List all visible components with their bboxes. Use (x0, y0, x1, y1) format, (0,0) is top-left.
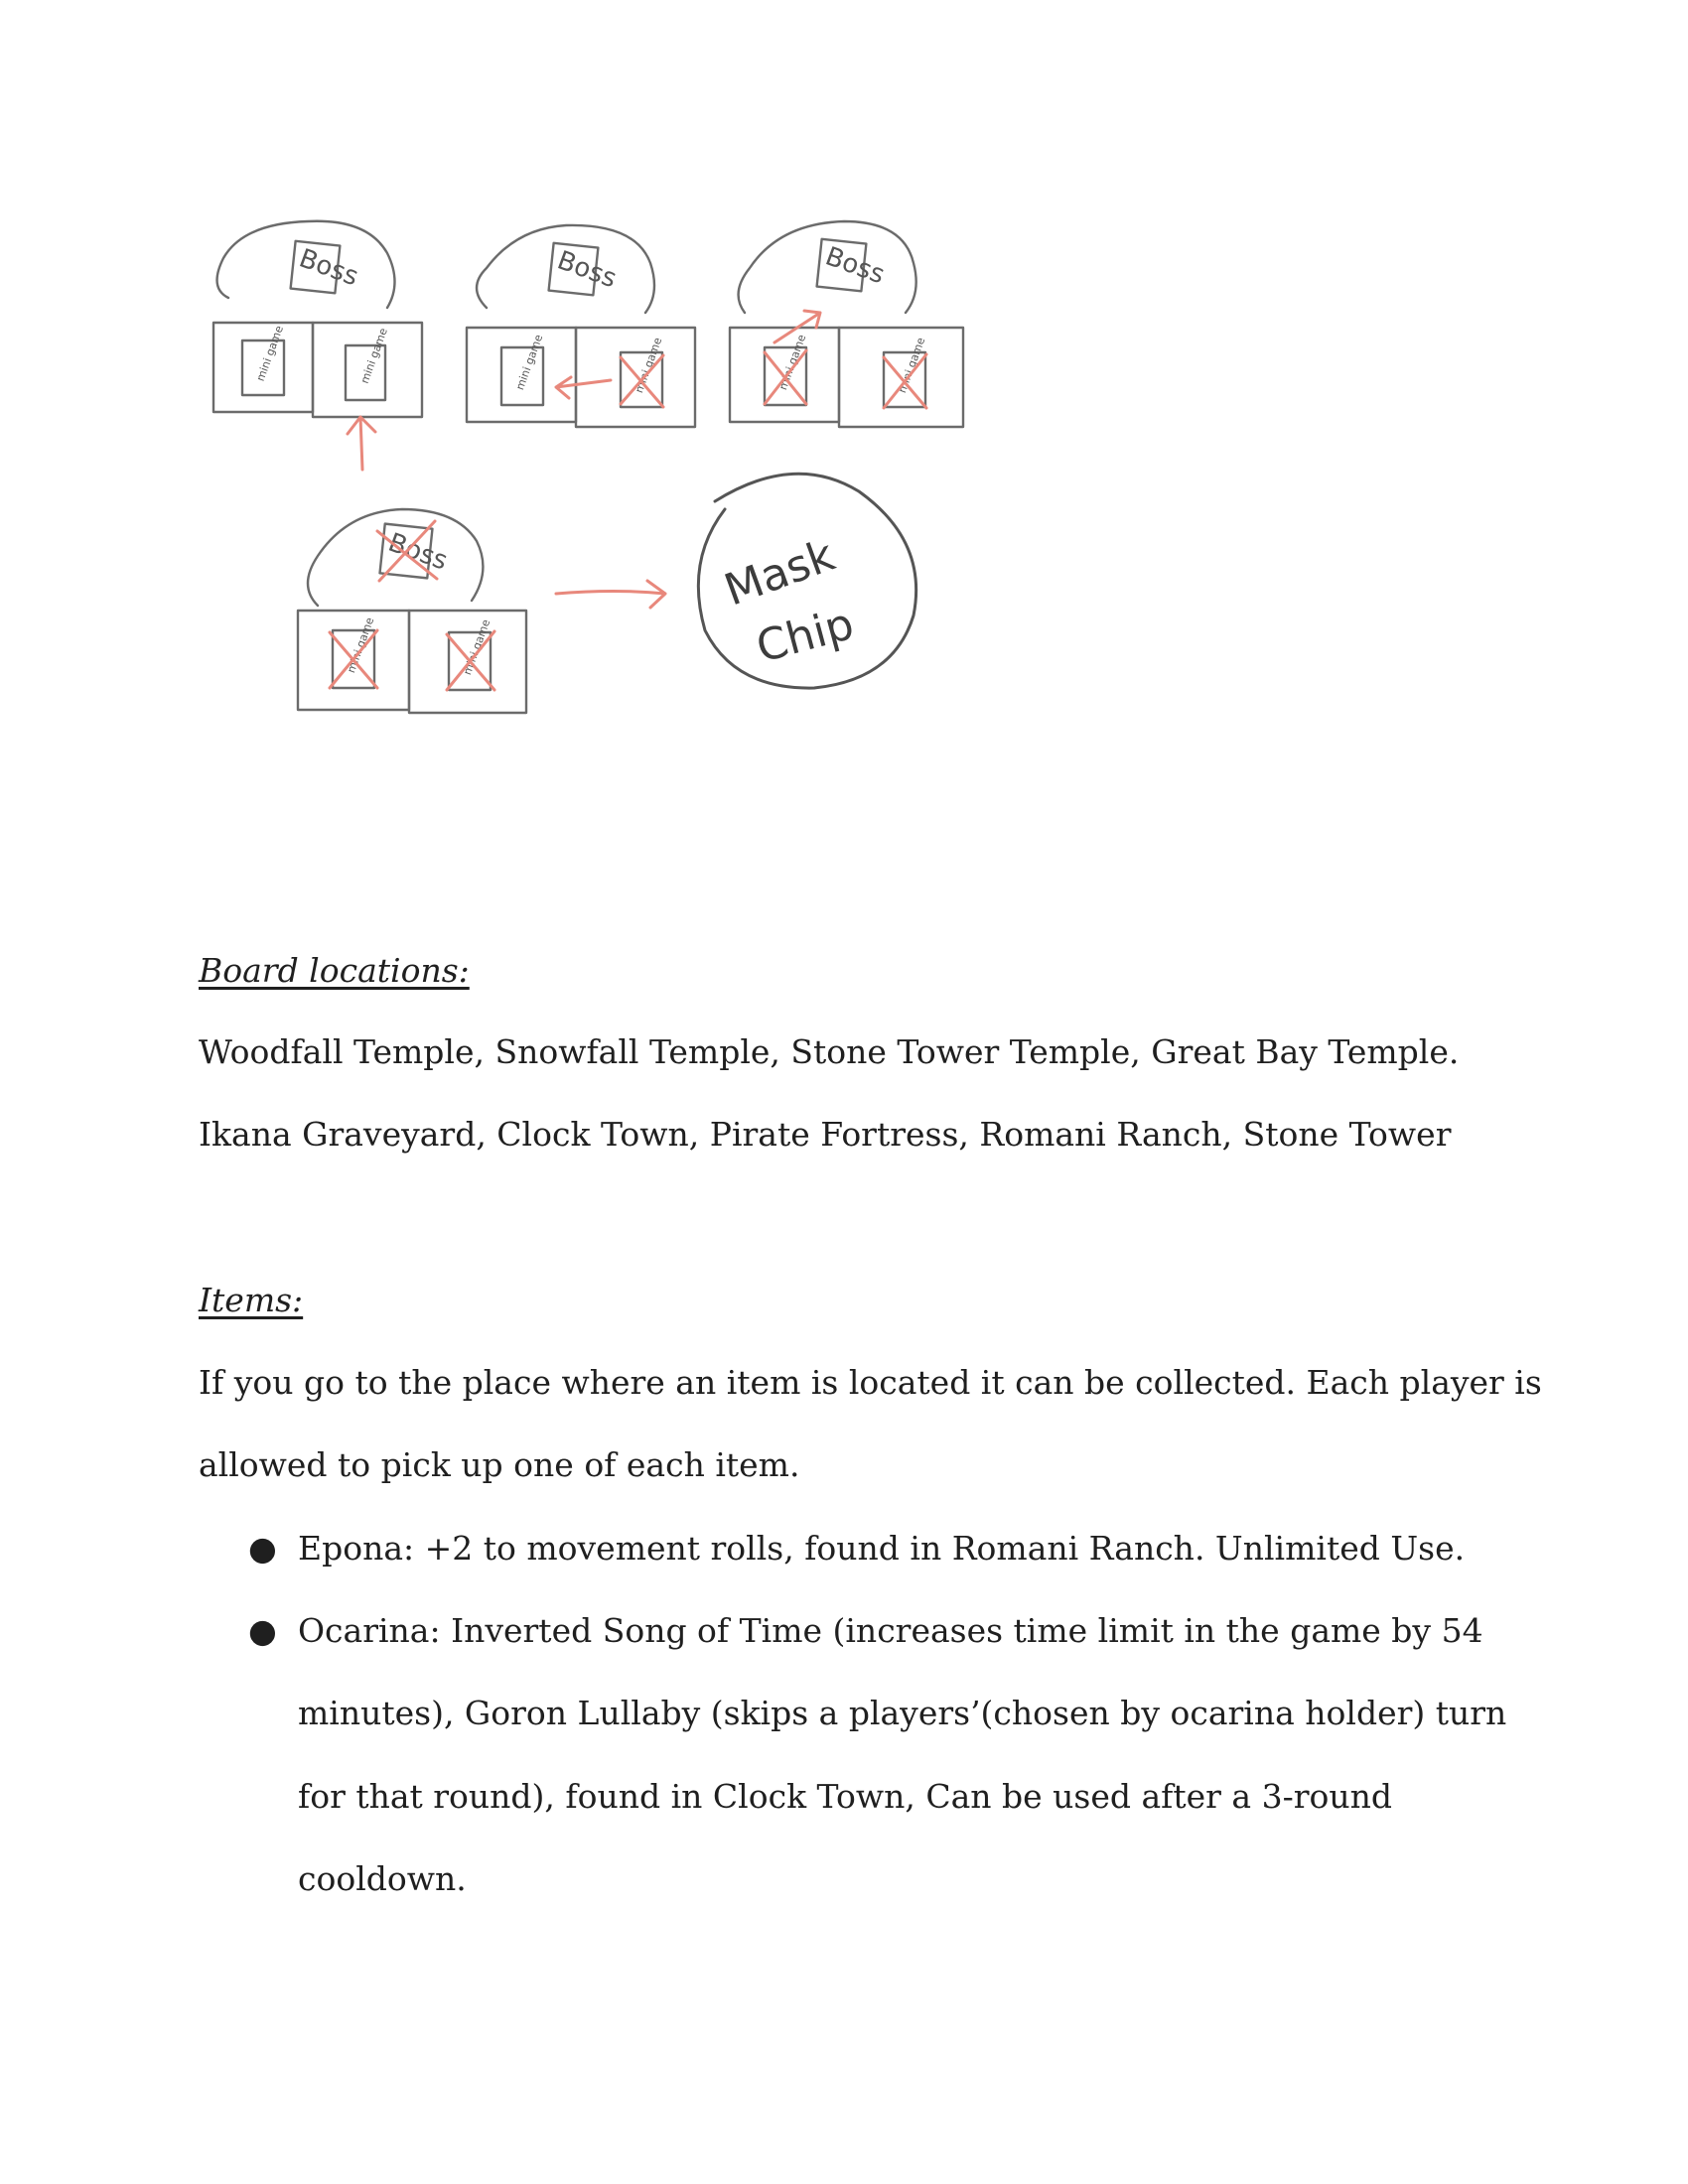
epona-text: Epona: +2 to movement rolls, found in Romani Ranch. Unlimited Use. (298, 1529, 1466, 1568)
minigame-label: mini game (345, 615, 377, 675)
completed-cross (765, 350, 806, 404)
board-locations-areas: Ikana Graveyard, Clock Town, Pirate Fortress, Romani Ranch, Stone Tower (199, 1115, 1452, 1154)
ocarina-text-line-4: cooldown. (298, 1859, 467, 1898)
temple-group-1 (213, 221, 422, 417)
board-locations-heading: Board locations: (199, 951, 470, 990)
minigame-label: mini game (357, 326, 390, 386)
boss-label: Boss (821, 241, 889, 291)
boss-label: Boss (295, 243, 362, 293)
minigame-label: mini game (513, 333, 546, 392)
completed-cross (330, 630, 377, 688)
minigame-label: mini game (253, 324, 286, 383)
temple-group-4 (298, 509, 526, 713)
boss-label: Boss (384, 527, 452, 577)
ocarina-text-line-1: Ocarina: Inverted Song of Time (increases time limit in the game by 54 (298, 1611, 1483, 1650)
minigame-label: mini game (896, 336, 928, 395)
mask-chip (698, 474, 915, 688)
arrow-up-icon (348, 417, 375, 470)
minigame-label: mini game (461, 617, 493, 677)
board-locations-temples: Woodfall Temple, Snowfall Temple, Stone Tower Temple, Great Bay Temple. (199, 1032, 1460, 1071)
ocarina-text-line-3: for that round), found in Clock Town, Can be used after a 3-round (298, 1777, 1393, 1816)
boss-label: Boss (553, 245, 621, 295)
items-intro-line-2: allowed to pick up one of each item. (199, 1445, 800, 1484)
items-heading: Items: (199, 1281, 304, 1319)
mask-chip-label-line1: Mask (718, 529, 842, 616)
ocarina-text-line-2: minutes), Goron Lullaby (skips a players’(chosen by ocarina holder) turn (298, 1694, 1507, 1732)
bullet-icon: ● (248, 1611, 277, 1650)
mask-chip-label-line2: Chip (751, 599, 860, 673)
minigame-tile (576, 328, 695, 427)
items-intro-line-1: If you go to the place where an item is located it can be collected. Each player is (199, 1363, 1542, 1402)
minigame-label: mini game (776, 333, 809, 392)
arrow-right-icon (556, 581, 665, 608)
bullet-icon: ● (248, 1529, 277, 1568)
minigame-label: mini game (633, 336, 665, 395)
temple-group-3 (730, 221, 963, 427)
completed-cross (447, 631, 494, 690)
mask-chip-progress-diagram (199, 213, 993, 730)
temple-group-2 (467, 225, 695, 427)
arrow-left-icon (556, 377, 611, 398)
